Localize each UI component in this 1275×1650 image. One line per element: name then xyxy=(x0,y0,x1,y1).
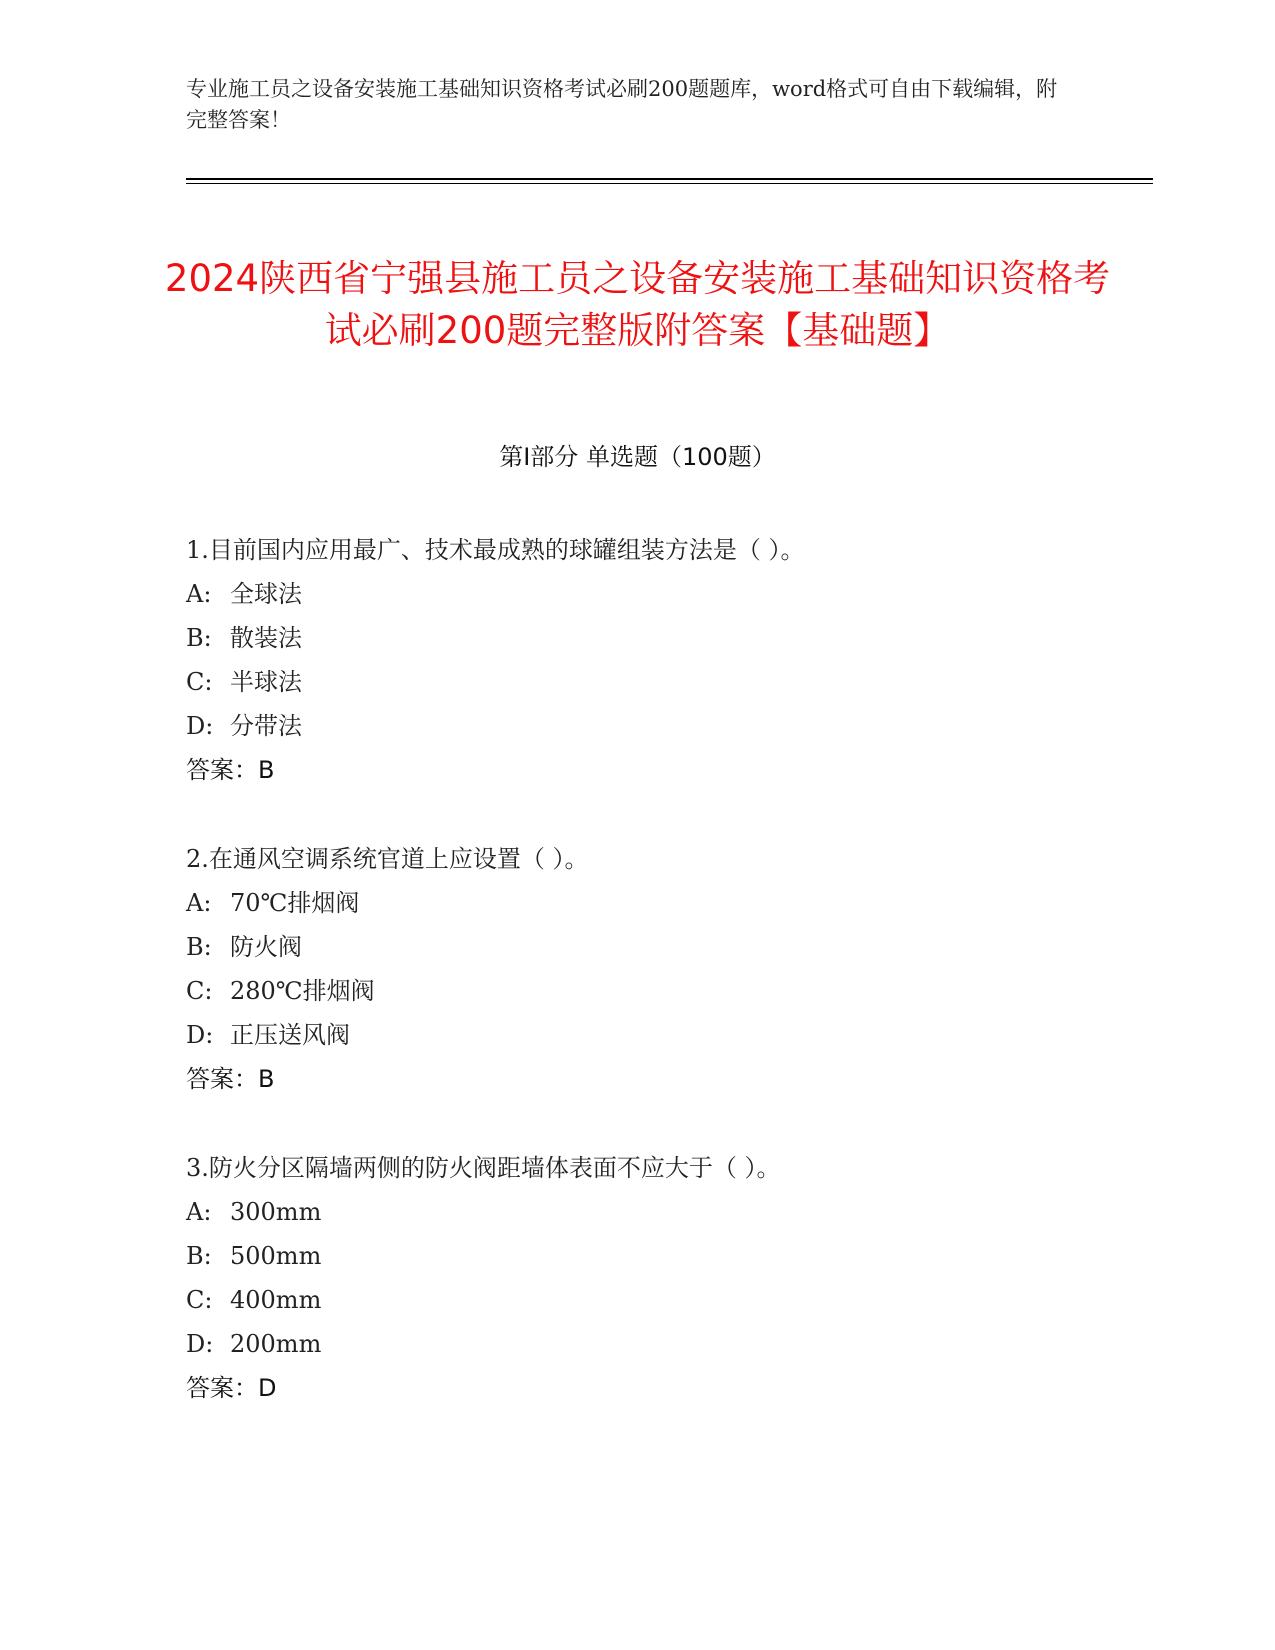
option-letter: A: xyxy=(186,889,212,917)
question-2 xyxy=(186,837,1146,1101)
option-letter: C: xyxy=(186,977,213,1005)
question-list xyxy=(186,528,1146,1455)
option-letter: D: xyxy=(186,712,214,740)
section-heading: 第I部分 单选题（100题） xyxy=(499,443,776,471)
option-letter: D: xyxy=(186,1021,214,1049)
header-divider-thin xyxy=(186,183,1153,184)
option-text: 70℃排烟阀 xyxy=(230,889,360,917)
option-b xyxy=(186,925,1146,969)
question-stem: 1.目前国内应用最广、技术最成熟的球罐组装方法是（ ）。 xyxy=(186,536,805,564)
option-d xyxy=(186,1322,1146,1366)
option-b xyxy=(186,1234,1146,1278)
option-letter: C: xyxy=(186,668,213,696)
option-text: 半球法 xyxy=(230,668,302,696)
option-c xyxy=(186,1278,1146,1322)
option-text: 300mm xyxy=(230,1198,322,1226)
option-letter: B: xyxy=(186,624,212,652)
document-title: 2024陕西省宁强县施工员之设备安装施工基础知识资格考试必刷200题完整版附答案【基础题】 xyxy=(164,256,1111,352)
answer-line: 答案：B xyxy=(186,756,275,784)
option-text: 400mm xyxy=(230,1286,322,1314)
option-c xyxy=(186,660,1146,704)
option-text: 散装法 xyxy=(230,624,302,652)
option-letter: B: xyxy=(186,933,212,961)
option-text: 500mm xyxy=(230,1242,322,1270)
option-letter: A: xyxy=(186,1198,212,1226)
option-a xyxy=(186,881,1146,925)
option-c xyxy=(186,969,1146,1013)
option-letter: D: xyxy=(186,1330,214,1358)
header-divider-thick xyxy=(186,178,1153,180)
question-1 xyxy=(186,528,1146,792)
question-3 xyxy=(186,1146,1146,1410)
option-text: 防火阀 xyxy=(230,933,302,961)
option-text: 分带法 xyxy=(230,712,302,740)
question-stem: 3.防火分区隔墙两侧的防火阀距墙体表面不应大于（ ）。 xyxy=(186,1154,781,1182)
question-stem: 2.在通风空调系统官道上应设置（ ）。 xyxy=(186,845,589,873)
header-note: 专业施工员之设备安装施工基础知识资格考试必刷200题题库，word格式可自由下载编辑，附完整答案！ xyxy=(186,77,1058,132)
answer-line: 答案：D xyxy=(186,1374,277,1402)
option-letter: A: xyxy=(186,580,212,608)
option-a xyxy=(186,1190,1146,1234)
answer-line: 答案：B xyxy=(186,1065,275,1093)
option-text: 200mm xyxy=(230,1330,322,1358)
option-b xyxy=(186,616,1146,660)
option-d xyxy=(186,1013,1146,1057)
option-d xyxy=(186,704,1146,748)
option-text: 280℃排烟阀 xyxy=(230,977,375,1005)
option-a xyxy=(186,572,1146,616)
option-letter: C: xyxy=(186,1286,213,1314)
option-text: 全球法 xyxy=(230,580,302,608)
option-text: 正压送风阀 xyxy=(230,1021,350,1049)
option-letter: B: xyxy=(186,1242,212,1270)
